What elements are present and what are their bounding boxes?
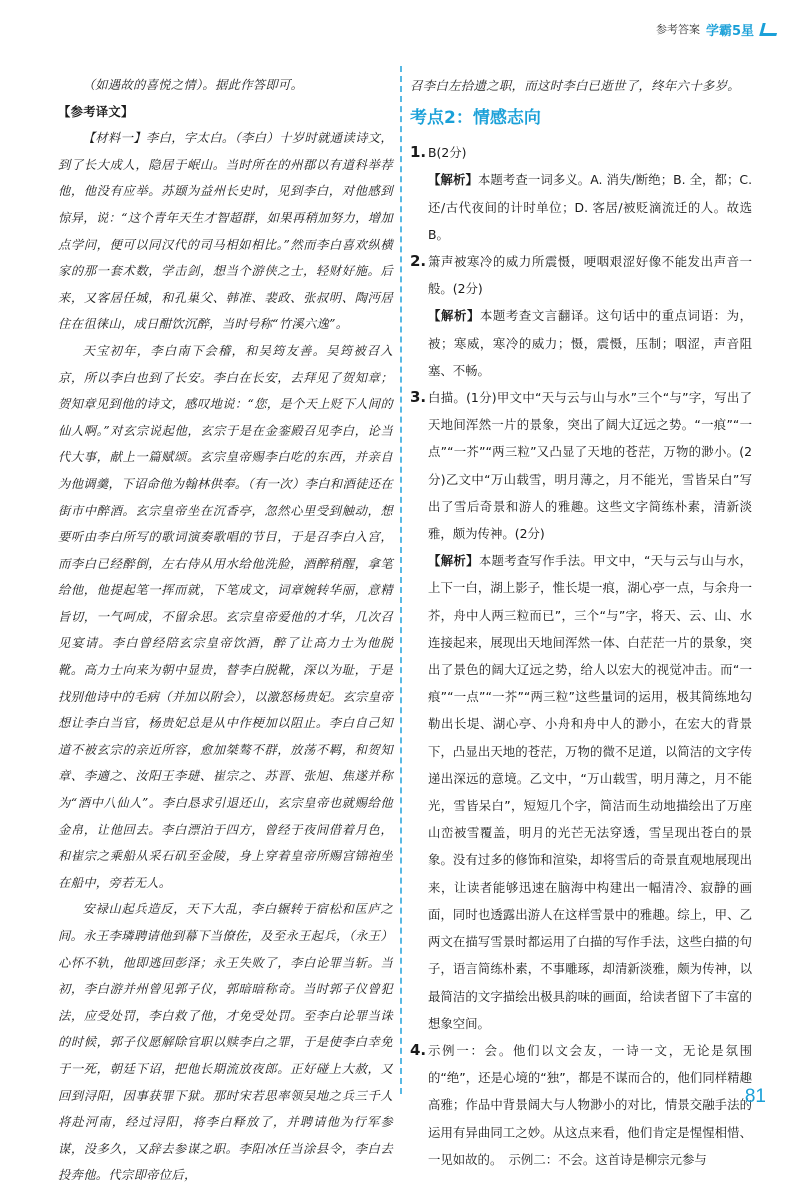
question-answer: 箫声被寒冷的威力所震慑，哽咽艰涩好像不能发出声音一般。(2分): [428, 254, 752, 297]
reference-translation-title: 【参考译文】: [58, 104, 134, 119]
translation-paragraph-2: 天宝初年，李白南下会稽，和吴筠友善。吴筠被召入京，所以李白也到了长安。李白在长安，去拜见了贺知章；贺知章见到他的诗文，感叹地说：“您，是个天上贬下人间的仙人啊。”对玄宗说起他，玄宗于是在金銮殿召见李白，论当代大事，献上一篇赋颂。玄宗皇帝赐李白吃的东西，并亲自为他调羹，下诏命他为翰林供奉。（有一次）李白和酒徒还在街市中醉酒。玄宗皇帝坐在沉香亭，忽然心里受到触动，想要听由李白所写的歌词演奏歌唱的节目，于是召李白入宫，而李白已经醉倒，左右侍从用水给他洗脸，酒醉稍醒，拿笔给他，他提起笔一挥而就，下笔成文，词章婉转华丽，意精旨切，一气呵成，不留余思。玄宗皇帝爱他的才华，几次召见宴请。李白曾经陪玄宗皇帝饮酒，醉了让高力士为他脱靴。高力士向来为朝中显贵，替李白脱靴，深以为耻，于是找别他诗中的毛病（并加以附会），以激怒杨贵妃。玄宗皇帝想让李白当官，杨贵妃总是从中作梗加以阻止。李白自己知道不被玄宗的亲近所容，愈加桀骜不群，放荡不羁，和贺知章、李適之、汝阳王李琎、崔宗之、苏晋、张旭、焦遂并称为“酒中八仙人”。李白恳求引退还山，玄宗皇帝也就赐给他金帛，让他回去。李白漂泊于四方，曾经于夜间借着月色，和崔宗之乘船从采石矶至金陵，身上穿着皇帝所赐宫锦袍坐在船中，旁若无人。: [58, 343, 393, 890]
question-analysis: [410, 547, 752, 1037]
analysis-text: 本题考查写作手法。甲文中，“天与云与山与水，上下一白，湖上影子，惟长堤一痕，湖心亭一点，与余舟一芥，舟中人两三粒而已”，三个“与”字，将天、云、山、水连接起来，展现出天地间浑然一体、白茫茫一片的景象，突出了景色的阔大辽远之势，给人以宏大的视觉冲击。而“一痕”“一点”“一芥”“两三粒”这些量词的运用，极其简练地勾勒出长堤、湖心亭、小舟和舟中人的渺小，在宏大的背景下，凸显出天地的苍茫，万物的微不足道，以简洁的文字传递出深远的意境。乙文中，“万山载雪，明月薄之，月不能光，雪皆呆白”，短短几个字，简洁而生动地描绘出了万座山峦被雪覆盖，明月的光芒无法穿透，雪呈现出苍白的景象。没有过多的修饰和渲染，却将雪后的奇景直观地展现出来，让读者能够迅速在脑海中构建出一幅清冷、寂静的画面，同时也透露出游人在这样雪景中的雅趣。综上，甲、乙两文在描写雪景时都运用了白描的写作手法，这些白描的句子，语言简练朴素，不事雕琢，却清新淡雅，颇为传神，以最简洁的文字描绘出极具韵味的画面，给读者留下了丰富的想象空间。: [428, 553, 752, 1031]
analysis-text: 本题考查一词多义。A. 消失/断绝；B. 全，都；C. 还/古代夜间的计时单位；D. 客居/被贬滴流迁的人。故选B。: [428, 172, 753, 242]
page-header: [656, 14, 778, 44]
column-divider: [400, 66, 402, 1094]
section-title: 考点2：情感志向: [410, 108, 541, 129]
question-item: [410, 139, 752, 166]
page-number: 81: [744, 1086, 766, 1107]
analysis-tag: 【解析】: [428, 172, 478, 188]
translation-paragraph-3: 安禄山起兵造反，天下大乱，李白辗转于宿松和匡庐之间。永王李璘聘请他到幕下当僚佐，及至永王起兵，（永王）心怀不轨，他即逃回彭泽；永王失败了，李白论罪当斩。当初，李白游并州曾见郭子仪，郭暗暗称奇。当时郭子仪曾犯法，应受处罚，李白救了他，才免受处罚。至李白论罪当诛的时候，郭子仪愿解除官职以赎李白之罪，于是使李白幸免于一死，朝廷下诏，把他长期流放夜郎。正好碰上大赦，又回到浔阳，因事获罪下狱。那时宋若思率领吴地之兵三千人将赴河南，经过浔阳，将李白释放了，并聘请他为行军参谋，没多久，又辞去参谋之职。李阳冰任当涂县令，李白去投奔他。代宗即帝位后，: [58, 902, 393, 1183]
brand-logo: 学霸5星: [705, 23, 754, 39]
question-analysis: [410, 166, 752, 248]
intro-text: （如遇故的喜悦之情）。据此作答即可。: [82, 78, 304, 92]
question-item: [410, 248, 752, 302]
question-answer: 示例一：会。他们以文会友，一诗一文，无论是氛围的“绝”，还是心境的“独”，都是不谋而合的，他们同样精趣高雅；作品中背景阔大与人物渺小的对比，情景交融手法的运用有异曲同工之妙。从这点来看，他们肯定是惺惺相惜、一见如故的。 示例二：不会。这首诗是柳宗元参与: [428, 1042, 752, 1167]
translation-paragraph-1: 【材料一】李白，字太白。（李白）十岁时就通读诗文，到了长大成人，隐居于岷山。当时所在的州郡以有道科举荐他，他没有应举。苏颋为益州长史时，见到李白，对他感到惊异，说：“这个青年天生才智超群，如果再稍加努力，增加点学问，便可以同汉代的司马相如相比。”然而李白喜欢纵横家的那一套术数，学击剑，想当个游侠之士，轻财好施。后来，又客居任城，和孔巢父、韩准、裴政、张叔明、陶沔居住在徂徕山，成日酣饮沉醉，当时号称“竹溪六逸”。: [58, 131, 393, 332]
question-number: 4.: [410, 1040, 427, 1059]
left-column: [58, 72, 393, 1183]
continued-text: 召李白左拾遗之职，而这时李白已逝世了，终年六十多岁。: [410, 78, 740, 93]
question-number: 1.: [410, 143, 427, 162]
analysis-tag: 【解析】: [428, 553, 479, 569]
question-analysis: [410, 302, 752, 384]
answers-label: 参考答案: [655, 23, 700, 36]
question-number: 3.: [410, 388, 427, 407]
analysis-tag: 【解析】: [428, 308, 480, 324]
right-column: [410, 72, 753, 1167]
question-item: [410, 384, 752, 547]
question-item: [410, 1037, 752, 1173]
question-number: 2.: [410, 252, 427, 271]
brand-check-icon: [759, 23, 779, 36]
analysis-text: 本题考查文言翻译。这句话中的重点词语：为，被；寒威，寒冷的威力；慑，震慑，压制；咽涩，声音阻塞、不畅。: [428, 308, 753, 378]
question-answer: B(2分): [428, 145, 467, 161]
question-answer: 白描。(1分)甲文中“天与云与山与水”三个“与”字，写出了天地间浑然一片的景象，突出了阔大辽远之势。“一痕”“一点”“一芥”“两三粒”又凸显了天地的苍茫，万物的渺小。(2分)乙文中“万山载雪，明月薄之，月不能光，雪皆呆白”写出了雪后奇景和游人的雅趣。这些文字简练朴素，清新淡雅，颇为传神。(2分): [428, 390, 752, 542]
